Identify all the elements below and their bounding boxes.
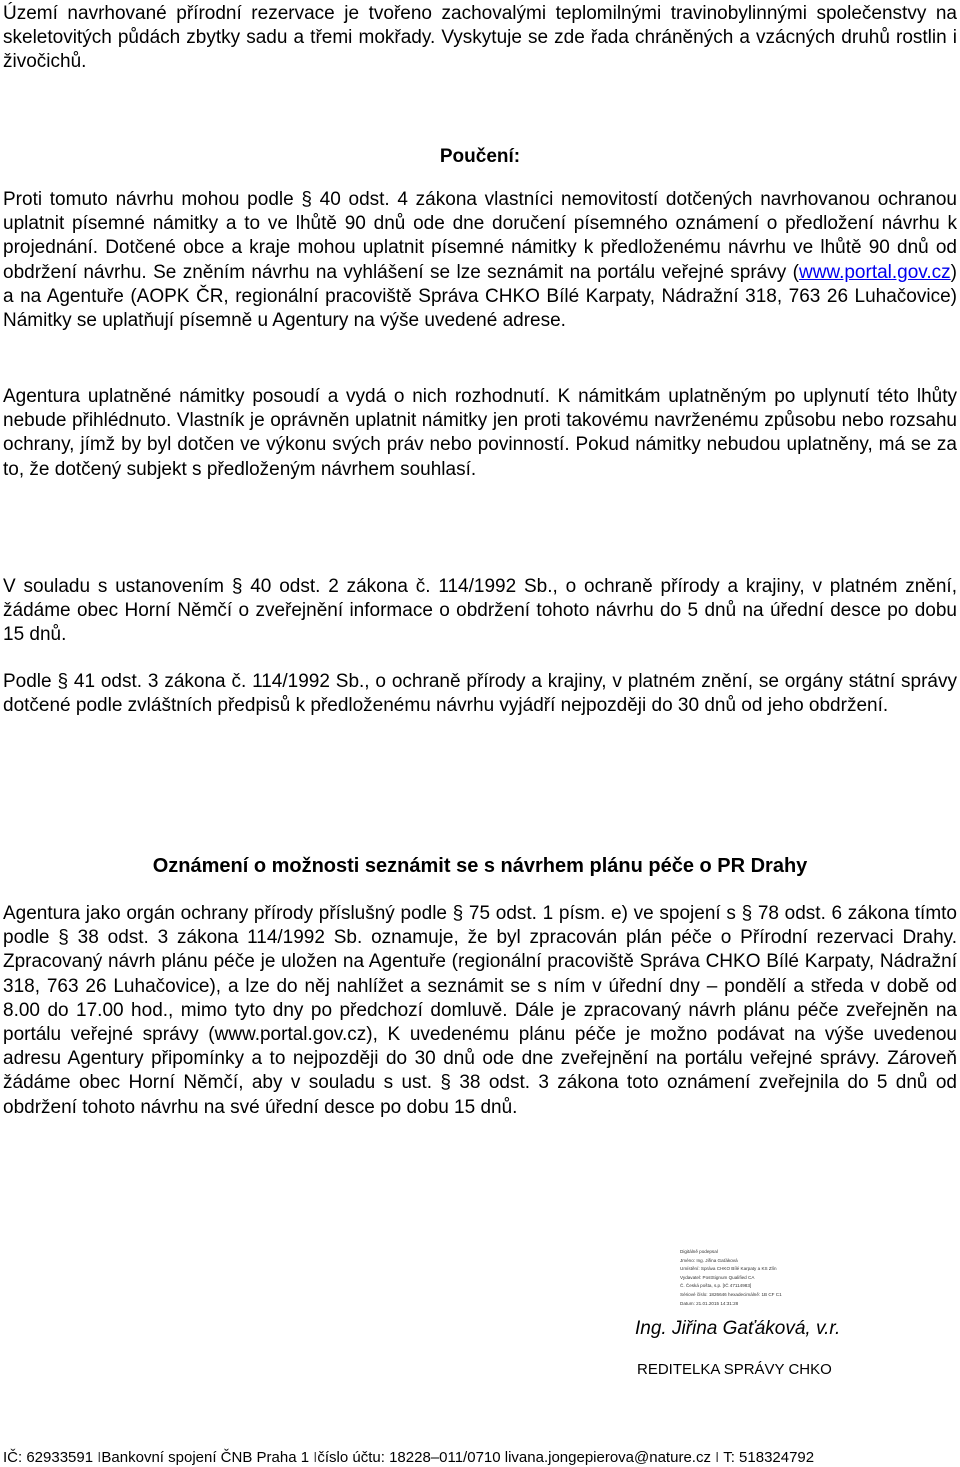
footer-bank: Bankovní spojení ČNB Praha 1 bbox=[101, 1449, 310, 1466]
podle-paragraph: Podle § 41 odst. 3 zákona č. 114/1992 Sb., o ochraně přírody a krajiny, v platném znění, se orgány státní správy dotčené podle zvláštních předpisů k předloženému návrhu vyjádří nejpozději do 30 dnů od jeho obdržení. bbox=[3, 671, 957, 717]
footer-separator: I bbox=[313, 1449, 318, 1466]
signature-line: Vydavatel: PostSignum Qualified CA bbox=[680, 1274, 755, 1280]
footer-separator: I bbox=[715, 1449, 720, 1466]
footer-phone: T: 518324792 bbox=[723, 1449, 815, 1466]
footer bbox=[3, 1449, 957, 1466]
signatory-title: REDITELKA SPRÁVY CHKO bbox=[637, 1361, 832, 1378]
signature-line: Sériové číslo: 1826646 hexadecimálně: 1B CF C1 bbox=[680, 1291, 782, 1297]
footer-separator: I bbox=[97, 1449, 102, 1466]
souladu-paragraph: V souladu s ustanovením § 40 odst. 2 zákona č. 114/1992 Sb., o ochraně přírody a krajiny, v platném znění, žádáme obec Horní Němčí o zveřejnění informace o obdržení tohoto návrhu do 5 dnů na úřední desce po dobu 15 dnů. bbox=[3, 576, 957, 646]
signatory-name: Ing. Jiřina Gaťáková, v.r. bbox=[635, 1318, 841, 1339]
signature-line: Č. Česká pošta, s.p. [IČ 47114983] bbox=[680, 1283, 752, 1289]
pouceni-text-part2: ) a na Agentuře (AOPK ČR, regionální pracoviště Správa CHKO Bílé Karpaty, Nádražní 318, 763 26 Luhačovice) Námitky se uplatňují písemně u Agentury na výše uvedené adrese. bbox=[3, 261, 957, 332]
signature-line: Umístění: Správa CHKO Bílé Karpaty a KS Zlín bbox=[680, 1266, 777, 1272]
pouceni-paragraph bbox=[3, 188, 957, 333]
footer-ic: IČ: 62933591 bbox=[3, 1449, 94, 1466]
agentura-paragraph: Agentura uplatněné námitky posoudí a vydá o nich rozhodnutí. K námitkám uplatněným po uplynutí této lhůty nebude přihlédnuto. Vlastník je oprávněn uplatnit námitky jen proti takovému navrženému způsobu nebo rozsahu ochrany, jímž by byl dotčen ve výkonu svých práv nebo povinností. Pokud námitky nebudou uplatněny, má se za to, že dotčený subjekt s předloženým návrhem souhlasí. bbox=[3, 386, 957, 480]
footer-email[interactable]: livana.jongepierova@nature.cz bbox=[504, 1449, 711, 1466]
signature-line: Datum: 21.01.2015 14:31:28 bbox=[680, 1300, 739, 1306]
pouceni-heading: Poučení: bbox=[439, 146, 521, 167]
digital-signature-block bbox=[680, 1248, 790, 1308]
portal-link[interactable]: www.portal.gov.cz bbox=[798, 261, 951, 283]
footer-account: číslo účtu: 18228–011/0710 bbox=[317, 1449, 501, 1466]
intro-paragraph: Území navrhované přírodní rezervace je tvořeno zachovalými teplomilnými travinobylinnými společenstvy na skeletovitých půdách zbytky sadu a třemi mokřady. Vyskytuje se zde řada chráněných a vzácných druhů rostlin i živočichů. bbox=[3, 3, 957, 73]
signature-line: Jméno: Ing. Jiřina Gaťáková bbox=[680, 1257, 738, 1263]
signature-line: Digitálně podepsal bbox=[680, 1249, 718, 1254]
oznameni-heading: Oznámení o možnosti seznámit se s návrhem plánu péče o PR Drahy bbox=[152, 855, 808, 877]
oznameni-paragraph: Agentura jako orgán ochrany přírody příslušný podle § 75 odst. 1 písm. e) ve spojení s § 78 odst. 6 zákona tímto podle § 38 odst. 3 zákona 114/1992 Sb. oznamuje, že byl zpracován plán péče o Přírodní rezervaci Drahy. Zpracovaný návrh plánu péče je uložen na Agentuře (regionální pracoviště Správa CHKO Bílé Karpaty, Nádražní 318, 763 26 Luhačovice), a lze do něj nahlížet a seznámit se s ním v úřední dny – pondělí a středa v době od 8.00 do 17.00 hod., mimo tyto dny po předchozí domluvě. Dále je zpracovaný návrh plánu péče zveřejněn na portálu veřejné správy (www.portal.gov.cz), K uvedenému plánu péče je možno podávat na výše uvedenou adresu Agentury připomínky a to nejpozději do 30 dnů ode dne zveřejnění na portálu veřejné správy. Zároveň žádáme obec Horní Němčí, aby v souladu s ust. § 38 odst. 3 zákona toto oznámení zveřejnila do 5 dnů od obdržení tohoto návrhu na své úřední desce po dobu 15 dnů. bbox=[3, 903, 957, 1118]
pouceni-text-part1: Proti tomuto návrhu mohou podle § 40 odst. 4 zákona vlastníci nemovitostí dotčených navrhovanou ochranou uplatnit písemné námitky a to ve lhůtě 90 dnů ode dne doručení písemného oznámení o předložení návrhu k projednání. Dotčené obce a kraje mohou uplatnit písemné námitky k předloženému návrhu ve lhůtě 90 dnů od obdržení návrhu. Se zněním návrhu na vyhlášení se lze seznámit na portálu veřejné správy ( bbox=[3, 189, 957, 283]
